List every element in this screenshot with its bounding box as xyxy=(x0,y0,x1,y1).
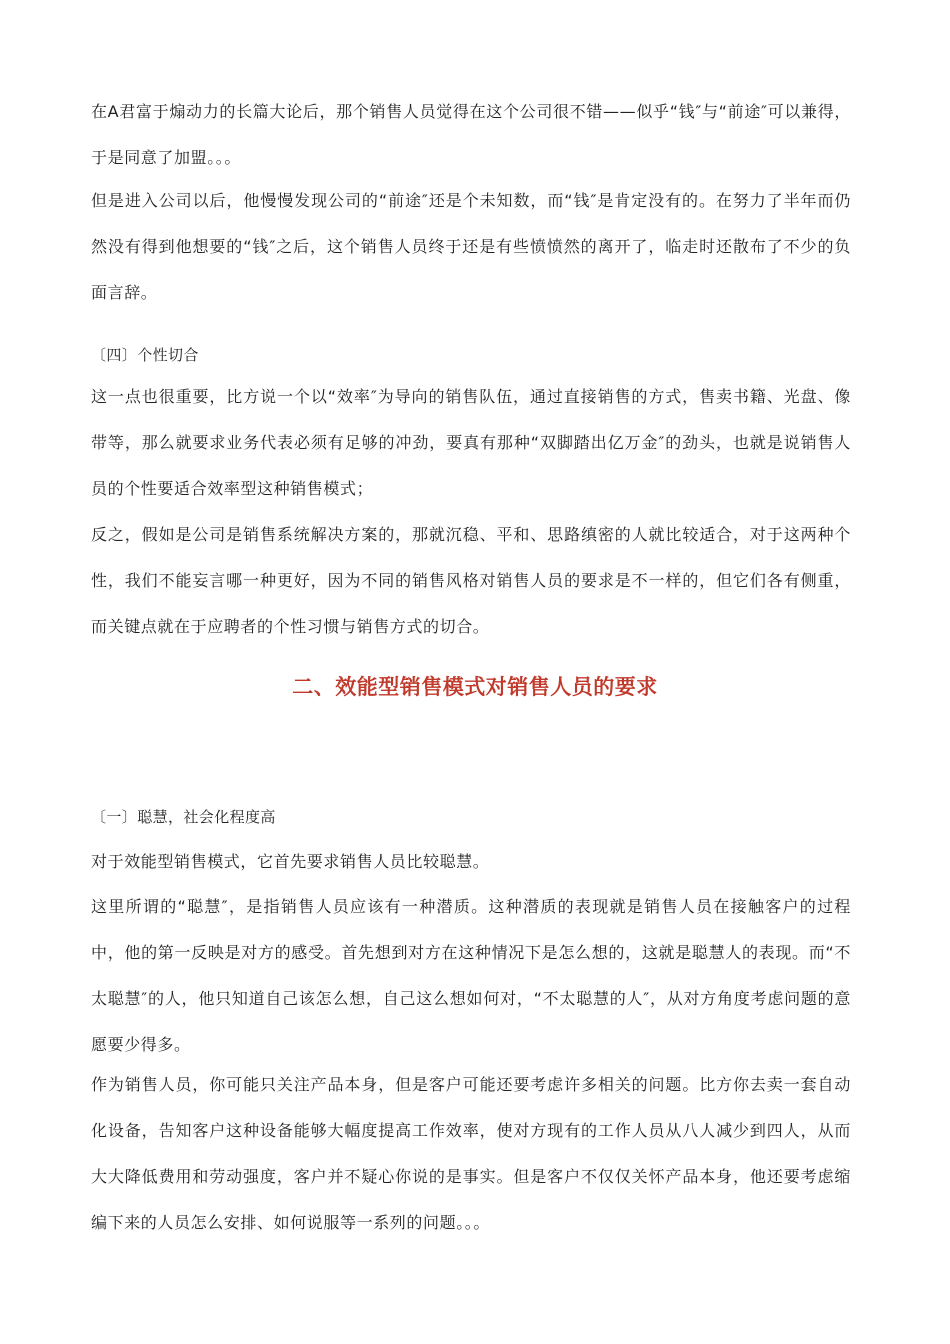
paragraph-intelligence-definition: 这里所谓的“聪慧″，是指销售人员应该有一种潜质。这种潜质的表现就是销售人员在接触客户的过程中，他的第一反映是对方的感受。首先想到对方在这种情况下是怎么想的，这就是聪慧人的表现。而“不太聪慧″的人，他只知道自己该怎么想，自己这么想如何对，“不太聪慧的人″，从对方角度考虑问题的意愿要少得多。 xyxy=(91,897,851,1054)
paragraph-efficiency-team: 这一点也很重要，比方说一个以“效率″为导向的销售队伍，通过直接销售的方式，售卖书籍、光盘、像带等，那么就要求业务代表必须有足够的冲劲，要真有那种“双脚踏出亿万金″的劲头，也就是说销售人员的个性要适合效率型这种销售模式； xyxy=(91,387,851,498)
subheading-personality-fit: 〔四〕个性切合 xyxy=(91,346,199,364)
subheading-intelligence: 〔一〕聪慧，社会化程度高 xyxy=(91,808,276,826)
paragraph-solution-team: 反之，假如是公司是销售系统解决方案的，那就沉稳、平和、思路缜密的人就比较适合，对于这两种个性，我们不能妄言哪一种更好，因为不同的销售风格对销售人员的要求是不一样的，但它们各有侧重，而关键点就在于应聘者的个性习惯与销售方式的切合。 xyxy=(91,525,851,636)
paragraph-join-decision: 在A君富于煽动力的长篇大论后，那个销售人员觉得在这个公司很不错——似乎“钱″与“前途″可以兼得，于是同意了加盟。。。 xyxy=(91,102,851,167)
paragraph-intelligence-intro: 对于效能型销售模式，它首先要求销售人员比较聪慧。 xyxy=(91,852,490,871)
paragraph-automation-example: 作为销售人员，你可能只关注产品本身，但是客户可能还要考虑许多相关的问题。比方你去卖一套自动化设备，告知客户这种设备能够大幅度提高工作效率，使对方现有的工作人员从八人减少到四人，从而大大降低费用和劳动强度，客户并不疑心你说的是事实。但是客户不仅仅关怀产品本身，他还要考虑缩编下来的人员怎么安排、如何说服等一系列的问题。。。 xyxy=(91,1075,851,1232)
paragraph-leaving: 但是进入公司以后，他慢慢发现公司的“前途″还是个未知数，而“钱″是肯定没有的。在努力了半年而仍然没有得到他想要的“钱″之后，这个销售人员终于还是有些愤愤然的离开了，临走时还散布了不少的负面言辞。 xyxy=(91,191,851,302)
section-title: 二、效能型销售模式对销售人员的要求 xyxy=(292,675,658,699)
